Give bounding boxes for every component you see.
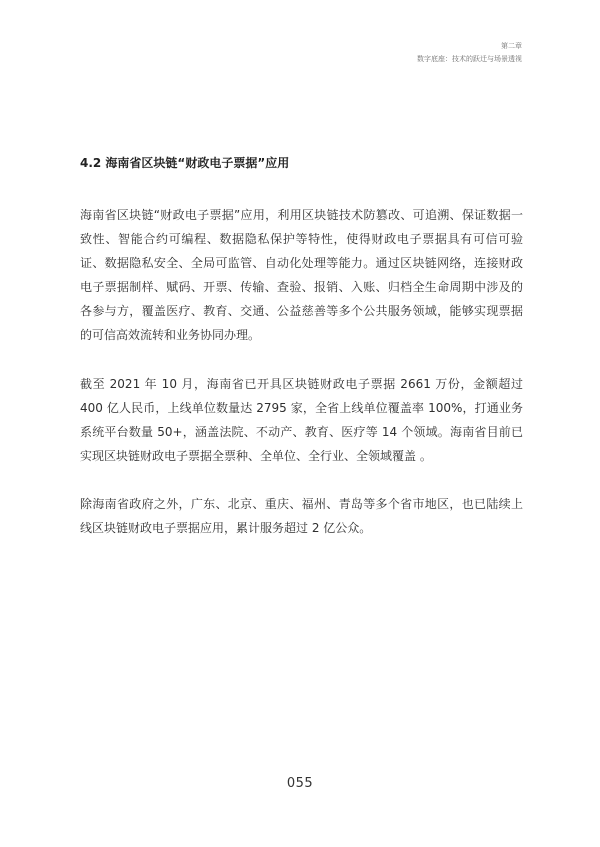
body-paragraph: 除海南省政府之外，广东、北京、重庆、福州、青岛等多个省市地区，也已陆续上线区块链财政电子票据应用，累计服务超过 2 亿公众。 bbox=[80, 497, 523, 535]
chapter-label: 第二章 bbox=[501, 42, 522, 50]
chapter-title: 数字底座：技术的跃迁与场景透视 bbox=[417, 55, 522, 63]
running-header bbox=[417, 40, 522, 66]
section-title: 4.2 海南省区块链“财政电子票据”应用 bbox=[80, 156, 290, 170]
page-number: 055 bbox=[286, 776, 314, 791]
body-paragraph: 截至 2021 年 10 月，海南省已开具区块链财政电子票据 2661 万份，金额超过 400 亿人民币，上线单位数量达 2795 家，全省上线单位覆盖率 100%，打通业务系统平台数量 50+，涵盖法院、不动产、教育、医疗等 14 个领域。海南省目前已实现区块链财政电子票据全票种、全单位、全行业、全领域覆盖 。 bbox=[80, 377, 523, 463]
body-paragraph: 海南省区块链“财政电子票据”应用，利用区块链技术防篡改、可追溯、保证数据一致性、智能合约可编程、数据隐私保护等特性，使得财政电子票据具有可信可验证、数据隐私安全、全局可监管、自动化处理等能力。通过区块链网络，连接财政电子票据制样、赋码、开票、传输、查验、报销、入账、归档全生命周期中涉及的各参与方，覆盖医疗、教育、交通、公益慈善等多个公共服务领域，能够实现票据的可信高效流转和业务协同办理。 bbox=[80, 208, 523, 342]
